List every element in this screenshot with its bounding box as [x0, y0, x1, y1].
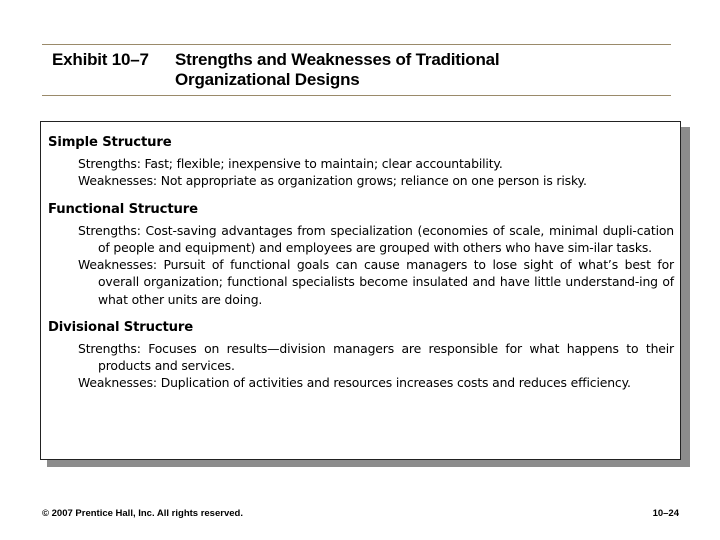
slide-title-line-1: Strengths and Weaknesses of Traditional: [175, 50, 500, 69]
section-heading: Simple Structure: [48, 135, 172, 150]
page-number: 10–24: [652, 508, 679, 519]
copyright-footer: © 2007 Prentice Hall, Inc. All rights reserved.: [42, 508, 243, 519]
weaknesses-text: Weaknesses: Not appropriate as organization grows; reliance on one person is risky.: [78, 173, 587, 189]
exhibit-number: Exhibit 10–7: [52, 50, 149, 69]
exhibit-content: [48, 134, 674, 403]
weaknesses-text: Weaknesses: Duplication of activities and resources increases costs and reduces efficiency.: [78, 375, 631, 391]
slide-title-line-2: Organizational Designs: [175, 70, 360, 89]
section-divisional-structure: [48, 319, 674, 392]
header-bottom-rule: [42, 95, 671, 96]
slide-title: [175, 50, 595, 90]
section-simple-structure: [48, 134, 674, 190]
strengths-text: Strengths: Fast; flexible; inexpensive to maintain; clear accountability.: [78, 156, 503, 172]
strengths-text: Strengths: Focuses on results—division managers are responsible for what happens to their products and services.: [78, 341, 674, 374]
exhibit-box: [40, 121, 681, 460]
section-heading: Functional Structure: [48, 201, 198, 217]
section-heading: Divisional Structure: [48, 319, 194, 335]
weaknesses-text: Weaknesses: Pursuit of functional goals can cause managers to lose sight of what’s best for overall organization; functional specialists become insulated and have little understand-ing of what other units are doing.: [78, 257, 674, 307]
section-functional-structure: [48, 201, 674, 308]
header-top-rule: [42, 44, 671, 45]
strengths-text: Strengths: Cost-saving advantages from specialization (economies of scale, minimal dupli-cation of people and equipment) and employees are grouped with others who have sim-ilar tasks.: [78, 222, 674, 256]
